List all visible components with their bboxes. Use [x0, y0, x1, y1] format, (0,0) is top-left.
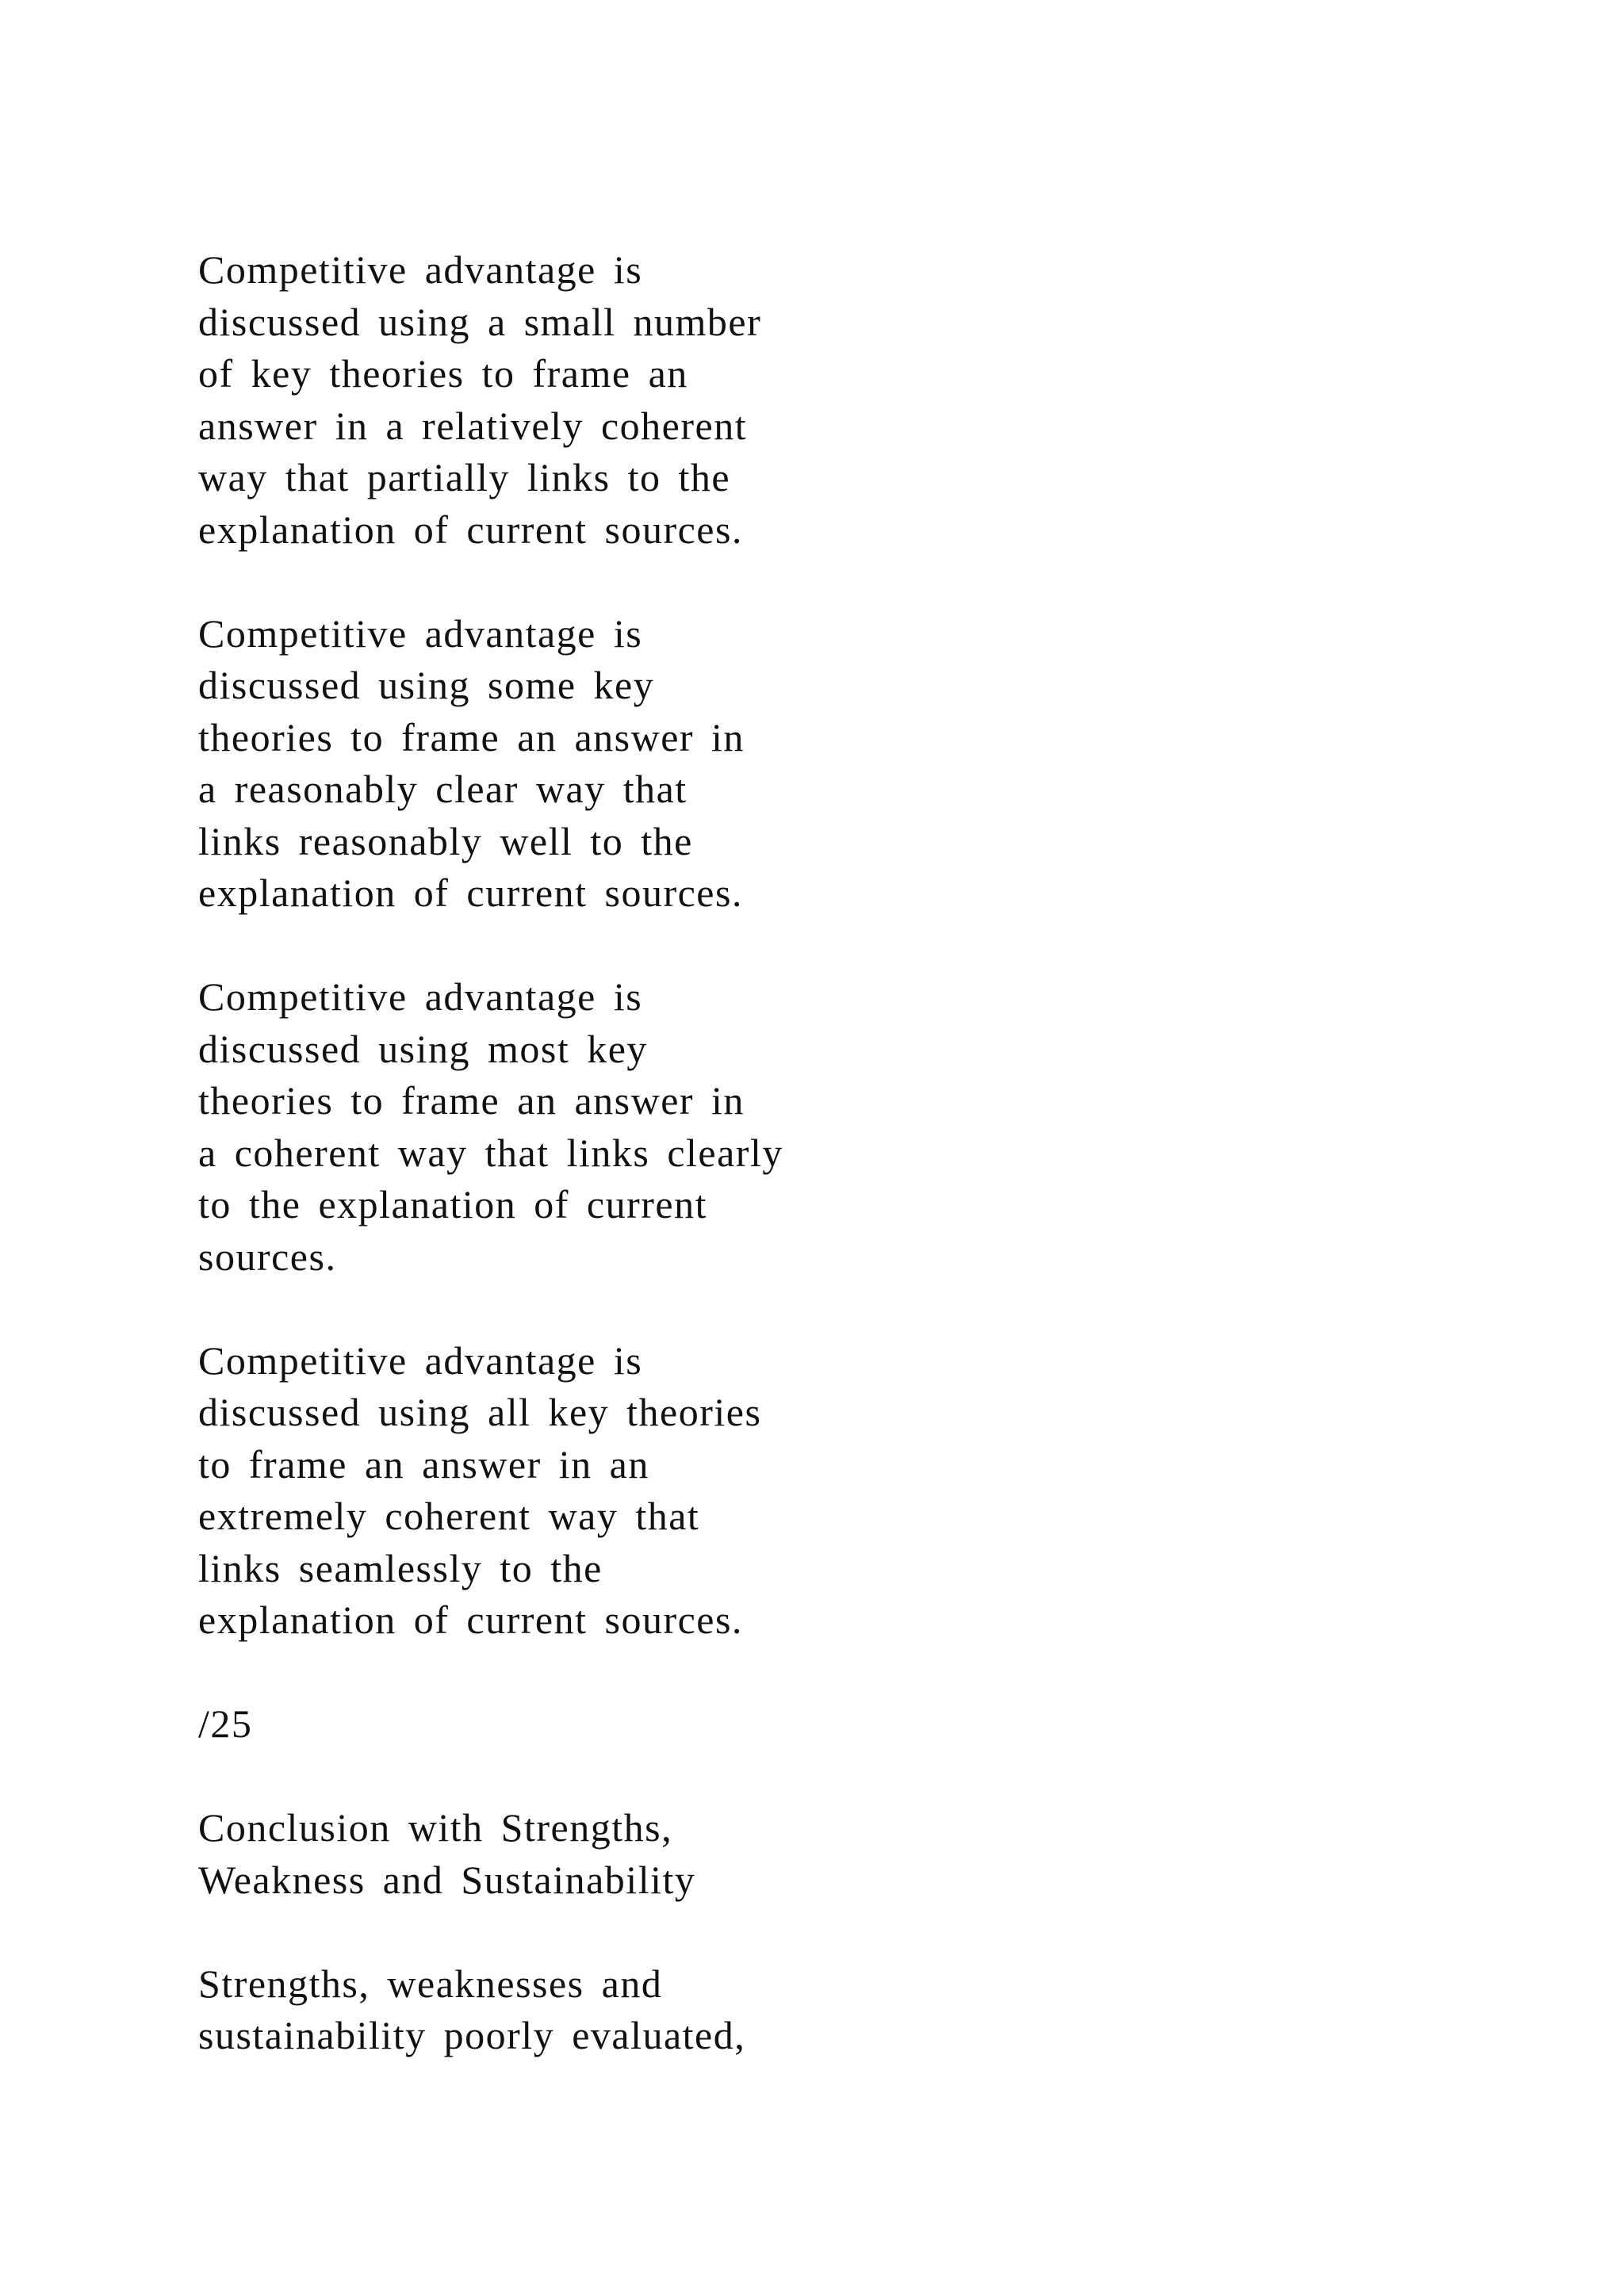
- text-line: a coherent way that links clearly: [198, 1130, 783, 1175]
- score-out-of: [198, 1698, 1388, 1751]
- text-line: discussed using all key theories: [198, 1390, 762, 1434]
- text-line: to the explanation of current: [198, 1182, 707, 1226]
- text-line: Weakness and Sustainability: [198, 1857, 696, 1902]
- text-line: discussed using a small number: [198, 299, 762, 344]
- text-line: Strengths, weaknesses and: [198, 1961, 663, 2006]
- text-line: Competitive advantage is: [198, 247, 643, 292]
- text-line: Competitive advantage is: [198, 1337, 643, 1383]
- text-line: explanation of current sources.: [198, 871, 743, 915]
- text-line: theories to frame an answer in: [198, 714, 745, 760]
- text-line: links reasonably well to the: [198, 818, 693, 863]
- rubric-paragraph-1: [198, 244, 1388, 556]
- rubric-paragraph-3: [198, 971, 1388, 1283]
- text-line: sustainability poorly evaluated,: [198, 2013, 746, 2057]
- text-line: way that partially links to the: [198, 455, 731, 499]
- text-line: to frame an answer in an: [198, 1441, 649, 1487]
- text-line: discussed using most key: [198, 1026, 648, 1071]
- text-line: /25: [198, 1701, 253, 1746]
- section-heading: [198, 1802, 1388, 1906]
- text-line: Conclusion with Strengths,: [198, 1805, 673, 1850]
- text-line: answer in a relatively coherent: [198, 403, 748, 448]
- text-line: sources.: [198, 1234, 337, 1279]
- text-line: links seamlessly to the: [198, 1545, 603, 1590]
- text-line: a reasonably clear way that: [198, 767, 688, 811]
- text-line: theories to frame an answer in: [198, 1078, 745, 1123]
- text-line: explanation of current sources.: [198, 1598, 743, 1642]
- rubric-paragraph-2: [198, 608, 1388, 920]
- text-line: extremely coherent way that: [198, 1494, 700, 1538]
- text-line: of key theories to frame an: [198, 351, 688, 396]
- text-line: explanation of current sources.: [198, 507, 743, 552]
- rubric-paragraph-4: [198, 1335, 1388, 1647]
- rubric-paragraph-5: [198, 1958, 1388, 2062]
- text-line: Competitive advantage is: [198, 974, 643, 1019]
- text-line: discussed using some key: [198, 663, 655, 707]
- document-body: [198, 244, 1388, 2114]
- text-line: Competitive advantage is: [198, 610, 643, 656]
